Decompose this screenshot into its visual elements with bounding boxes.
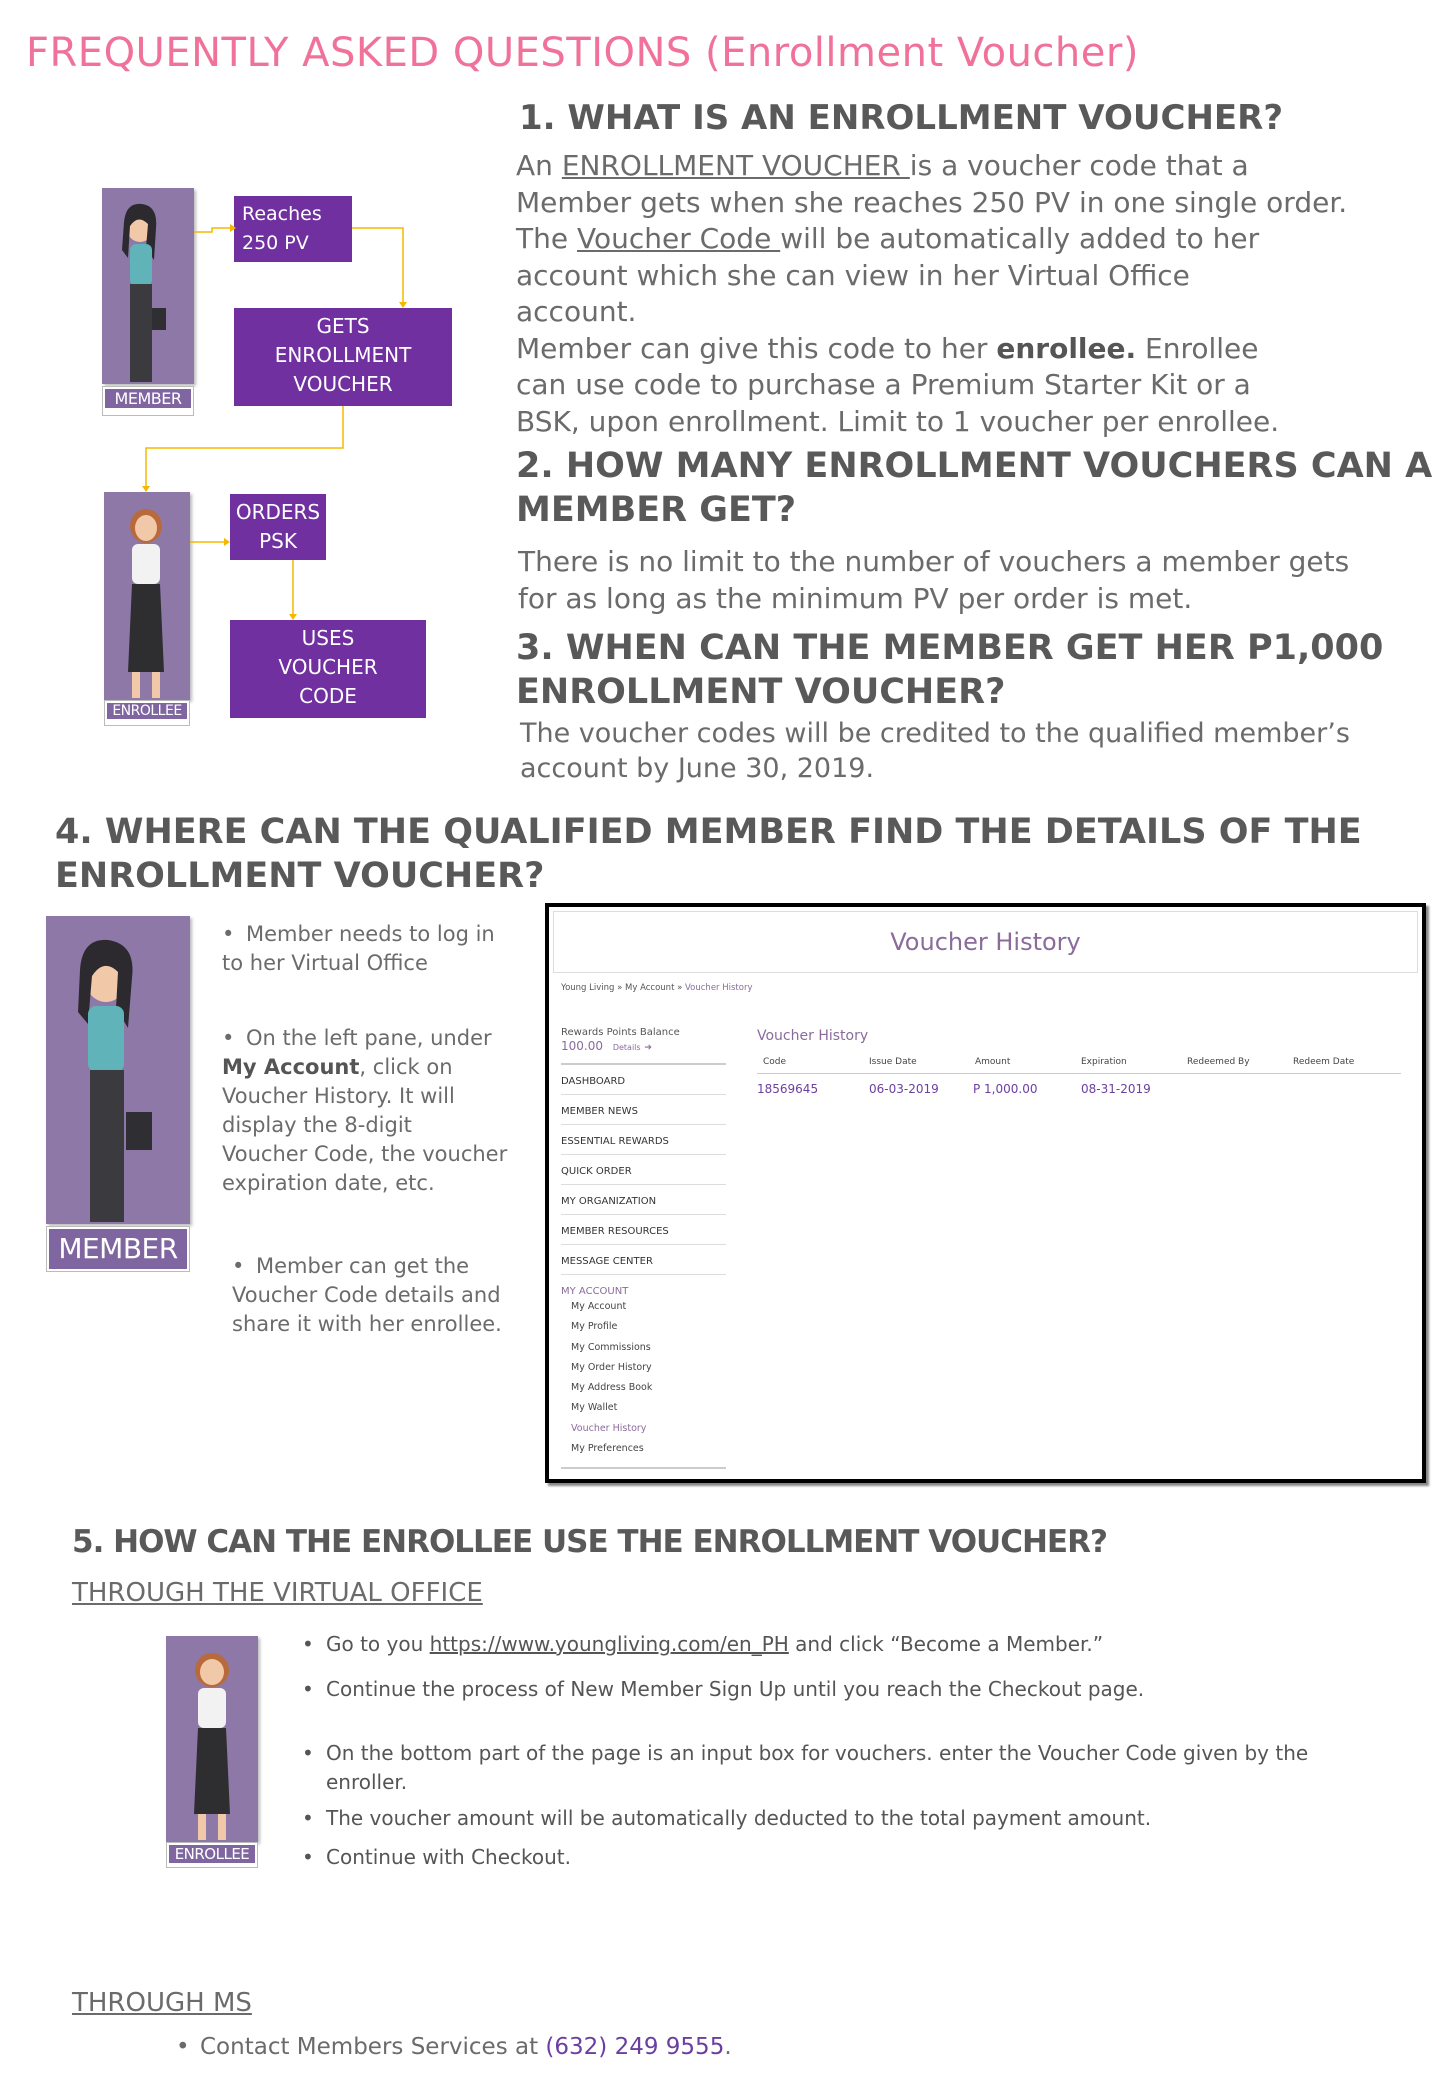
- page-title: FREQUENTLY ASKED QUESTIONS (Enrollment Voucher): [26, 30, 1139, 76]
- sub-item-my-preferences[interactable]: My Preferences: [571, 1443, 644, 1455]
- q5-bullet-deducted: • The voucher amount will be automatically deducted to the total payment amount.: [302, 1806, 1152, 1830]
- cell-expiration: 08-31-2019: [1081, 1082, 1151, 1096]
- youngliving-link[interactable]: https://www.youngliving.com/en_PH: [429, 1632, 789, 1656]
- q4-bullet-left-pane: • On the left pane, under My Account, click on Voucher History. It will display the 8-digit Voucher Code, the voucher expiration date, etc.: [222, 1026, 508, 1195]
- nav-item-my-account[interactable]: MY ACCOUNT: [561, 1286, 629, 1297]
- flow-box-orders-psk: ORDERS PSK: [230, 494, 326, 560]
- nav-item-my-organization[interactable]: MY ORGANIZATION: [561, 1185, 726, 1215]
- col-expiration: Expiration: [1081, 1057, 1127, 1067]
- q5-heading: 5. HOW CAN THE ENROLLEE USE THE ENROLLMENT VOUCHER?: [72, 1524, 1107, 1560]
- voucher-history-screenshot: [545, 903, 1426, 1483]
- sub-item-my-address-book[interactable]: My Address Book: [571, 1382, 653, 1394]
- q5-sub-virtual-office: THROUGH THE VIRTUAL OFFICE: [72, 1578, 483, 1608]
- nav-item-quick-order[interactable]: QUICK ORDER: [561, 1155, 726, 1185]
- col-redeem-date: Redeem Date: [1293, 1057, 1355, 1067]
- nav-item-message-center[interactable]: MESSAGE CENTER: [561, 1245, 726, 1275]
- q5-contact-ms: • Contact Members Services at (632) 249 9555.: [176, 2034, 732, 2060]
- vo-section-title: Voucher History: [757, 1028, 869, 1044]
- table-row: [757, 1074, 1401, 1104]
- cell-code: 18569645: [757, 1082, 819, 1096]
- sub-item-voucher-history[interactable]: Voucher History: [571, 1422, 647, 1434]
- q2-answer: There is no limit to the number of vouchers a member gets for as long as the minimum PV per order is met.: [518, 545, 1350, 615]
- q4-bullet-login: • Member needs to log in to her Virtual Office: [222, 922, 495, 975]
- q1-answer: An ENROLLMENT VOUCHER is a voucher code that a Member gets when she reaches 250 PV in one single order. The Voucher Code will be automatically added to her account which she can view in her Virtual Office account. Member can give this code to her enrollee. Enrollee can use code to purchase a Premium Starter Kit or a BSK, upon enrollment. Limit to 1 voucher per enrollee.: [516, 149, 1348, 438]
- sub-item-my-profile[interactable]: My Profile: [571, 1321, 618, 1333]
- member-label: MEMBER: [102, 386, 194, 416]
- sub-item-my-commissions[interactable]: My Commissions: [571, 1341, 651, 1353]
- flow-connectors: [100, 180, 460, 740]
- flow-box-gets-voucher: GETS ENROLLMENT VOUCHER: [234, 308, 452, 406]
- vo-table: [757, 1057, 1401, 1104]
- col-issue-date: Issue Date: [869, 1057, 917, 1067]
- q1-heading: 1. WHAT IS AN ENROLLMENT VOUCHER?: [519, 98, 1284, 138]
- vo-points-label: Rewards Points Balance: [561, 1027, 680, 1038]
- enrollment-voucher-term: ENROLLMENT VOUCHER: [561, 149, 910, 182]
- nav-item-essential-rewards[interactable]: ESSENTIAL REWARDS: [561, 1125, 726, 1155]
- col-code: Code: [763, 1057, 787, 1067]
- vo-left-nav: [561, 1063, 726, 1469]
- col-amount: Amount: [975, 1057, 1011, 1067]
- nav-item-member-news[interactable]: MEMBER NEWS: [561, 1095, 726, 1125]
- q5-bullet-input-box: • On the bottom part of the page is an input box for vouchers. enter the Voucher Code given by the enroller.: [302, 1741, 1309, 1794]
- flow-box-reaches: Reaches 250 PV: [234, 196, 352, 262]
- q4-heading: 4. WHERE CAN THE QUALIFIED MEMBER FIND THE DETAILS OF THE ENROLLMENT VOUCHER?: [55, 812, 1362, 896]
- sub-item-my-order-history[interactable]: My Order History: [571, 1361, 652, 1373]
- flow-box-uses-voucher: USES VOUCHER CODE: [230, 620, 426, 718]
- vo-points-details-link[interactable]: Details: [612, 1043, 641, 1052]
- q2-heading: 2. HOW MANY ENROLLMENT VOUCHERS CAN A MEMBER GET?: [516, 446, 1433, 530]
- q5-bullet-sign-up: • Continue the process of New Member Sign Up until you reach the Checkout page.: [302, 1677, 1145, 1701]
- cell-redeem-date: [1293, 1074, 1399, 1104]
- vo-points-value: 100.00 Details ➔: [561, 1039, 652, 1053]
- vo-breadcrumb: Young Living » My Account » Voucher History: [561, 983, 753, 993]
- col-redeemed-by: Redeemed By: [1187, 1057, 1250, 1067]
- vo-header: Voucher History: [553, 911, 1418, 973]
- cell-issue-date: 06-03-2019: [869, 1082, 939, 1096]
- q5-bullet-go-to-site: • Go to you https://www.youngliving.com/en_PH and click “Become a Member.”: [302, 1632, 1104, 1656]
- q4-bullet-share: • Member can get the Voucher Code details and share it with her enrollee.: [232, 1254, 502, 1336]
- sub-item-my-account[interactable]: My Account: [571, 1301, 627, 1312]
- q4-member-label: MEMBER: [46, 1226, 190, 1272]
- q5-sub-ms: THROUGH MS: [72, 1988, 252, 2018]
- cell-amount: P 1,000.00: [973, 1082, 1038, 1096]
- cell-redeemed-by: [1187, 1074, 1293, 1104]
- voucher-code-term: Voucher Code: [576, 222, 781, 255]
- q3-heading: 3. WHEN CAN THE MEMBER GET HER P1,000 ENROLLMENT VOUCHER?: [516, 628, 1384, 712]
- enrollee-label: ENROLLEE: [104, 700, 190, 726]
- flow-diagram: [100, 180, 460, 740]
- q5-enrollee-figure: [166, 1636, 258, 1842]
- ms-phone-number[interactable]: (632) 249 9555: [545, 2034, 725, 2060]
- q5-enrollee-label: ENROLLEE: [166, 1842, 258, 1868]
- q4-member-figure: [46, 916, 190, 1224]
- arrow-right-icon: ➔: [644, 1043, 652, 1053]
- sub-item-my-wallet[interactable]: My Wallet: [571, 1402, 618, 1414]
- q5-bullet-checkout: • Continue with Checkout.: [302, 1845, 571, 1869]
- nav-item-dashboard[interactable]: DASHBOARD: [561, 1065, 726, 1095]
- q3-answer: The voucher codes will be credited to the qualified member’s account by June 30, 2019.: [520, 718, 1350, 784]
- nav-item-member-resources[interactable]: MEMBER RESOURCES: [561, 1215, 726, 1245]
